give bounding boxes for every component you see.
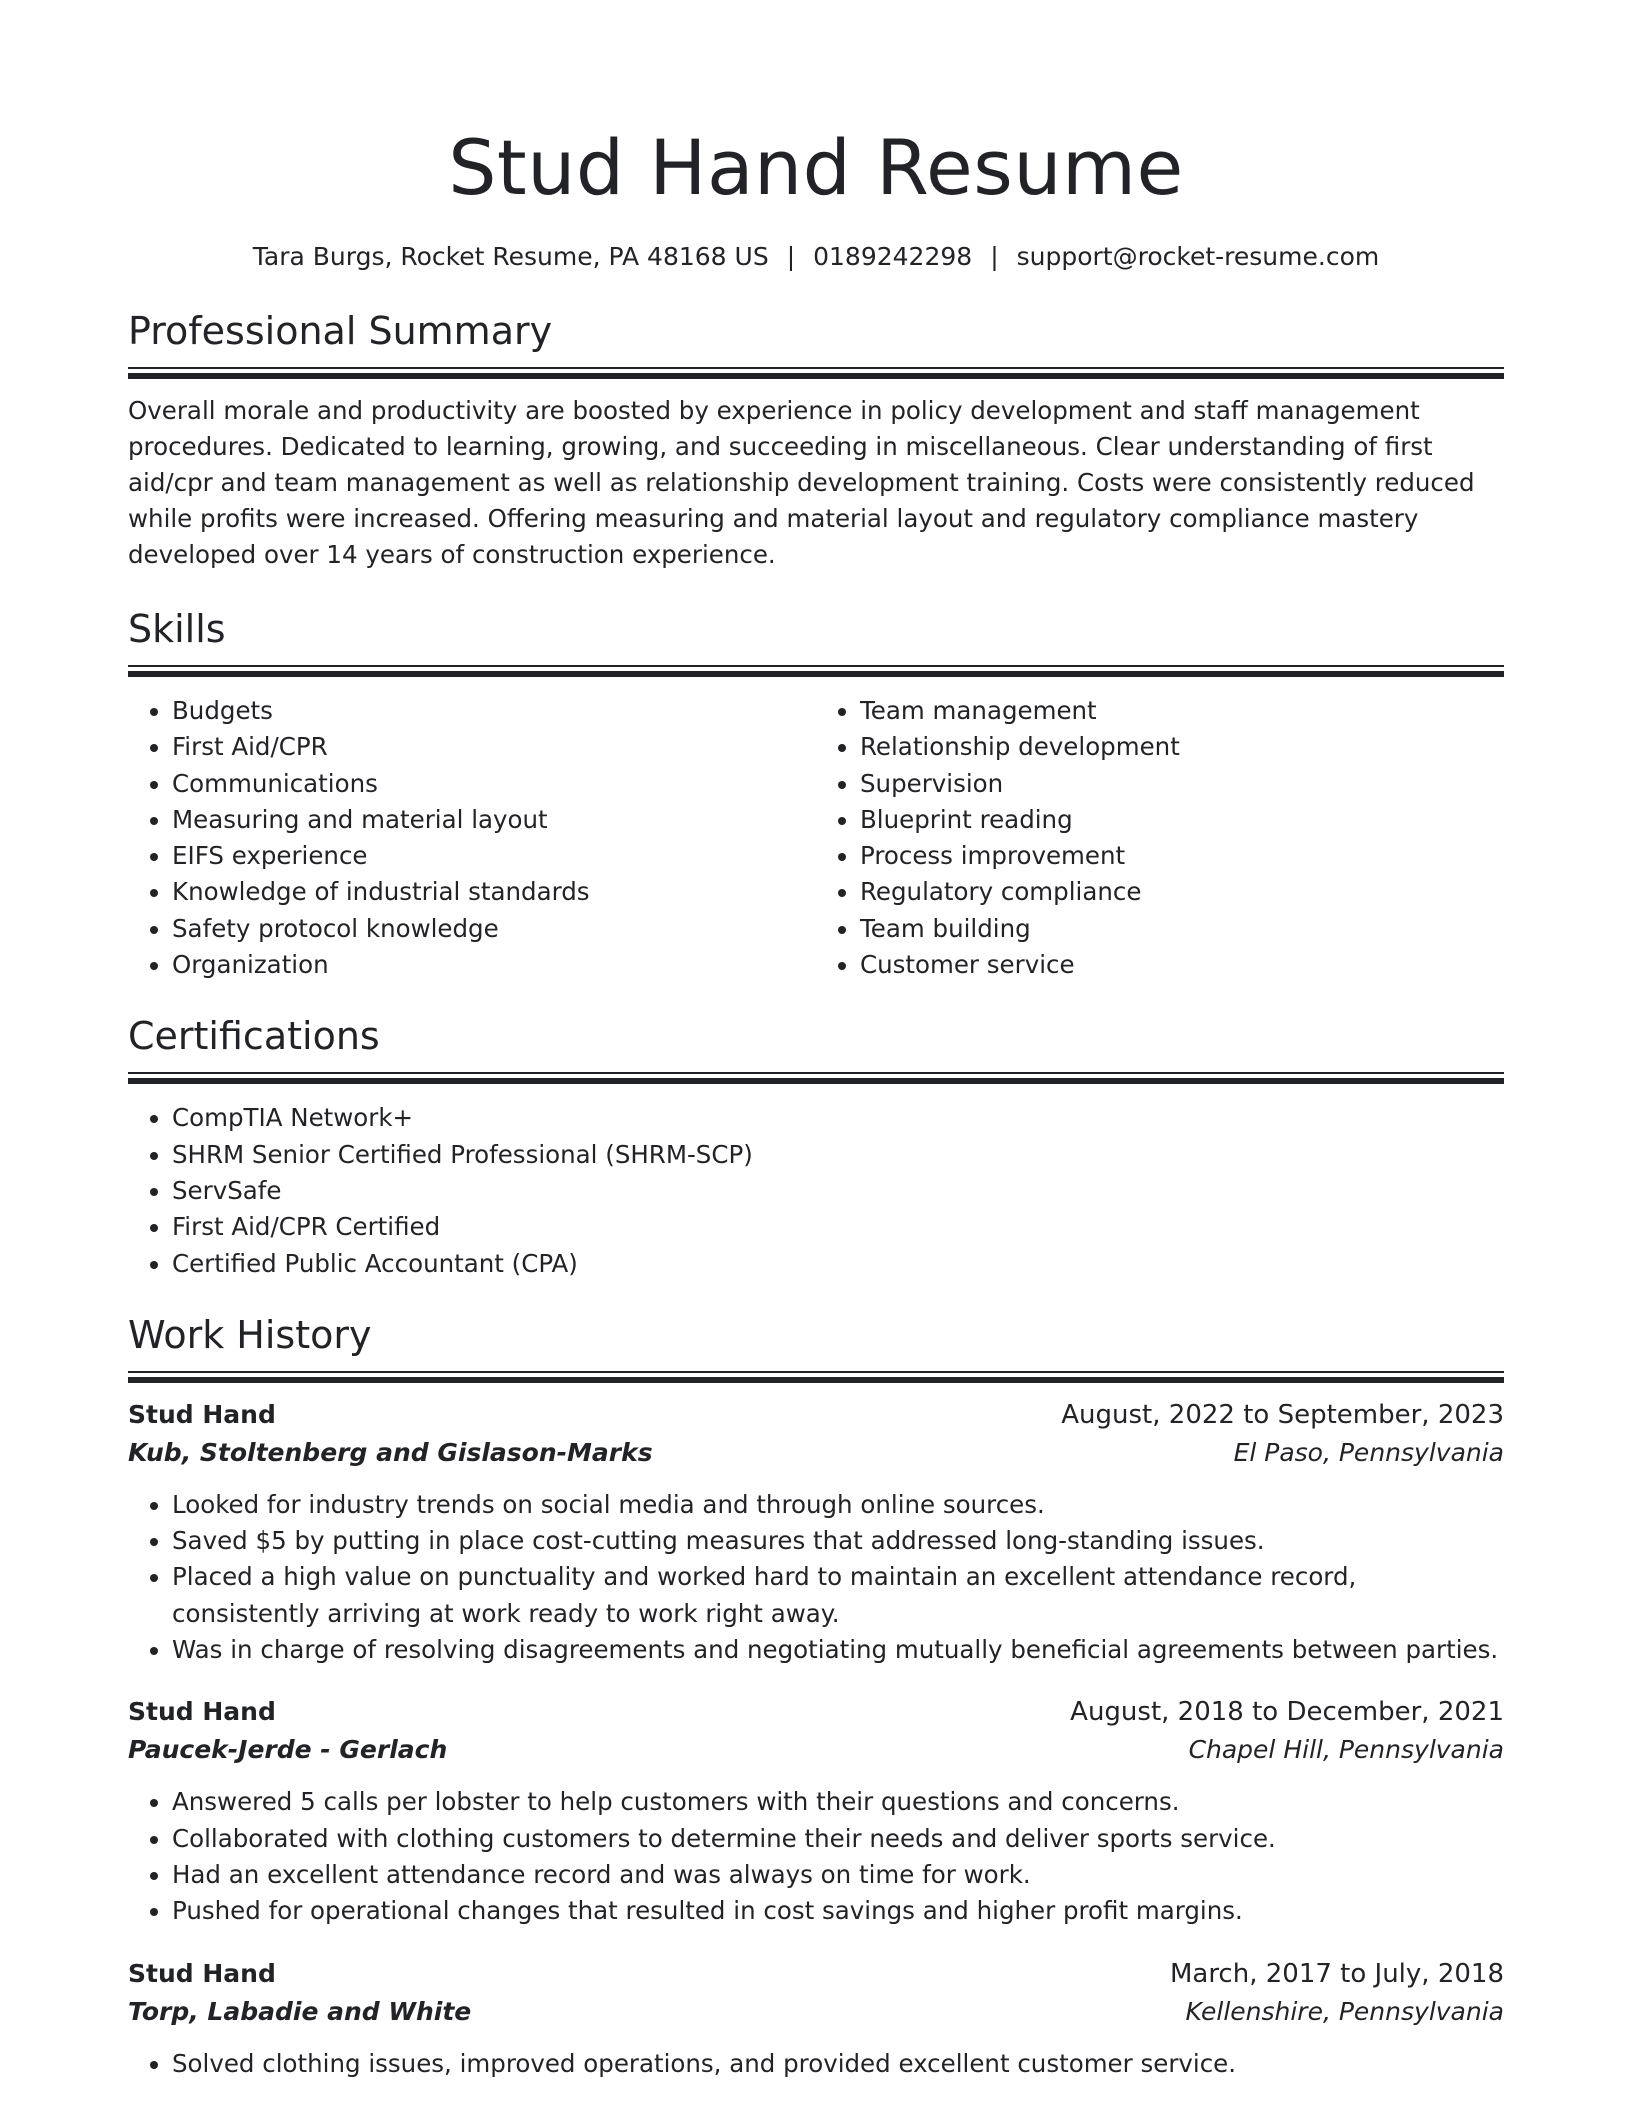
- contact-phone: 0189242298: [813, 242, 973, 271]
- jobs-container: [128, 1397, 1504, 2082]
- job-bullets: [128, 1784, 1504, 1929]
- skill-item: • Regulatory compliance: [860, 874, 1504, 910]
- summary-section: [128, 307, 1504, 573]
- summary-text: Overall morale and productivity are boosted by experience in policy development and staff management procedures. Dedicated to learning, growing, and succeeding in miscellaneous. Clear understanding of first aid/cpr and team management as well as relationship development training. Costs were consistently reduced while profits were increased. Offering measuring and material layout and regulatory compliance mastery developed over 14 years of construction experience.: [128, 396, 1475, 569]
- skill-item: • Knowledge of industrial standards: [172, 874, 816, 910]
- certifications-section: [128, 1012, 1504, 1281]
- job-company-row: [128, 1994, 1504, 2030]
- skill-item: • Supervision: [860, 766, 1504, 802]
- section-heading-skills: Skills: [128, 607, 226, 651]
- skill-item: • Communications: [172, 766, 816, 802]
- skill-item: • Relationship development: [860, 729, 1504, 765]
- job-bullet: • Solved clothing issues, improved operations, and provided excellent customer service.: [172, 2046, 1504, 2082]
- contact-separator: |: [786, 242, 796, 271]
- skill-item: • Customer service: [860, 947, 1504, 983]
- job-bullets: [128, 1487, 1504, 1668]
- skill-item: • Organization: [172, 947, 816, 983]
- job-header-row: [128, 1397, 1504, 1433]
- certification-item: • First Aid/CPR Certified: [172, 1209, 1504, 1245]
- skills-list-left: [128, 693, 816, 983]
- section-heading-summary: Professional Summary: [128, 309, 553, 353]
- job-location: Kellenshire, Pennsylvania: [1185, 1996, 1504, 2026]
- job-bullets: [128, 2046, 1504, 2082]
- certification-item: • CompTIA Network+: [172, 1100, 1504, 1136]
- skill-item: • Budgets: [172, 693, 816, 729]
- skills-section: [128, 605, 1504, 983]
- job-entry: [128, 1956, 1504, 2082]
- job-company-row: [128, 1732, 1504, 1768]
- job-dates: August, 2018 to December, 2021: [1070, 1697, 1504, 1728]
- section-divider: [128, 1072, 1504, 1084]
- job-bullet: • Looked for industry trends on social media and through online sources.: [172, 1487, 1504, 1523]
- job-bullet: • Answered 5 calls per lobster to help customers with their questions and concerns.: [172, 1784, 1504, 1820]
- certifications-list: [128, 1100, 1504, 1281]
- job-dates: March, 2017 to July, 2018: [1169, 1958, 1504, 1989]
- job-company: Paucek-Jerde - Gerlach: [128, 1735, 448, 1765]
- skill-item: • EIFS experience: [172, 838, 816, 874]
- job-location: El Paso, Pennsylvania: [1233, 1437, 1504, 1467]
- skill-item: • Process improvement: [860, 838, 1504, 874]
- job-company: Kub, Stoltenberg and Gislason-Marks: [128, 1437, 653, 1467]
- job-bullet: • Had an excellent attendance record and was always on time for work.: [172, 1857, 1504, 1893]
- job-entry: [128, 1694, 1504, 1929]
- job-bullet: • Saved $5 by putting in place cost-cutting measures that addressed long-standing issues.: [172, 1523, 1504, 1559]
- job-title: Stud Hand: [128, 1399, 276, 1429]
- job-location: Chapel Hill, Pennsylvania: [1188, 1735, 1504, 1765]
- work-history-section: [128, 1311, 1504, 2082]
- contact-email[interactable]: support@rocket-resume.com: [1016, 242, 1380, 271]
- job-bullet: • Was in charge of resolving disagreements and negotiating mutually beneficial agreements between parties.: [172, 1632, 1504, 1668]
- section-divider: [128, 367, 1504, 379]
- job-bullet: • Pushed for operational changes that resulted in cost savings and higher profit margins.: [172, 1893, 1504, 1929]
- skills-list-right: [816, 693, 1504, 983]
- job-header-row: [128, 1956, 1504, 1992]
- job-dates: August, 2022 to September, 2023: [1061, 1399, 1504, 1430]
- job-title: Stud Hand: [128, 1697, 276, 1727]
- job-title: Stud Hand: [128, 1958, 276, 1988]
- job-entry: [128, 1397, 1504, 1668]
- section-divider: [128, 665, 1504, 677]
- skill-item: • Measuring and material layout: [172, 802, 816, 838]
- resume-title: Stud Hand Resume: [448, 123, 1184, 212]
- section-divider: [128, 1371, 1504, 1383]
- contact-separator: |: [990, 242, 999, 271]
- section-heading-work-history: Work History: [128, 1312, 372, 1357]
- skill-item: • First Aid/CPR: [172, 729, 816, 765]
- certification-item: • ServSafe: [172, 1173, 1504, 1209]
- skill-item: • Team building: [860, 911, 1504, 947]
- job-bullet: • Collaborated with clothing customers to determine their needs and deliver sports service.: [172, 1821, 1504, 1857]
- contact-address: Tara Burgs, Rocket Resume, PA 48168 US: [252, 242, 769, 271]
- skills-grid: [128, 693, 1504, 983]
- skill-item: • Team management: [860, 693, 1504, 729]
- skill-item: • Blueprint reading: [860, 802, 1504, 838]
- job-header-row: [128, 1694, 1504, 1730]
- contact-line: [128, 240, 1504, 274]
- certification-item: • SHRM Senior Certified Professional (SHRM-SCP): [172, 1137, 1504, 1173]
- certification-item: • Certified Public Accountant (CPA): [172, 1246, 1504, 1282]
- section-heading-certifications: Certifications: [128, 1014, 380, 1059]
- job-company-row: [128, 1435, 1504, 1471]
- skill-item: • Safety protocol knowledge: [172, 911, 816, 947]
- job-bullet: • Placed a high value on punctuality and worked hard to maintain an excellent attendance record, consistently arriving at work ready to work right away.: [172, 1559, 1504, 1632]
- job-company: Torp, Labadie and White: [128, 1996, 472, 2026]
